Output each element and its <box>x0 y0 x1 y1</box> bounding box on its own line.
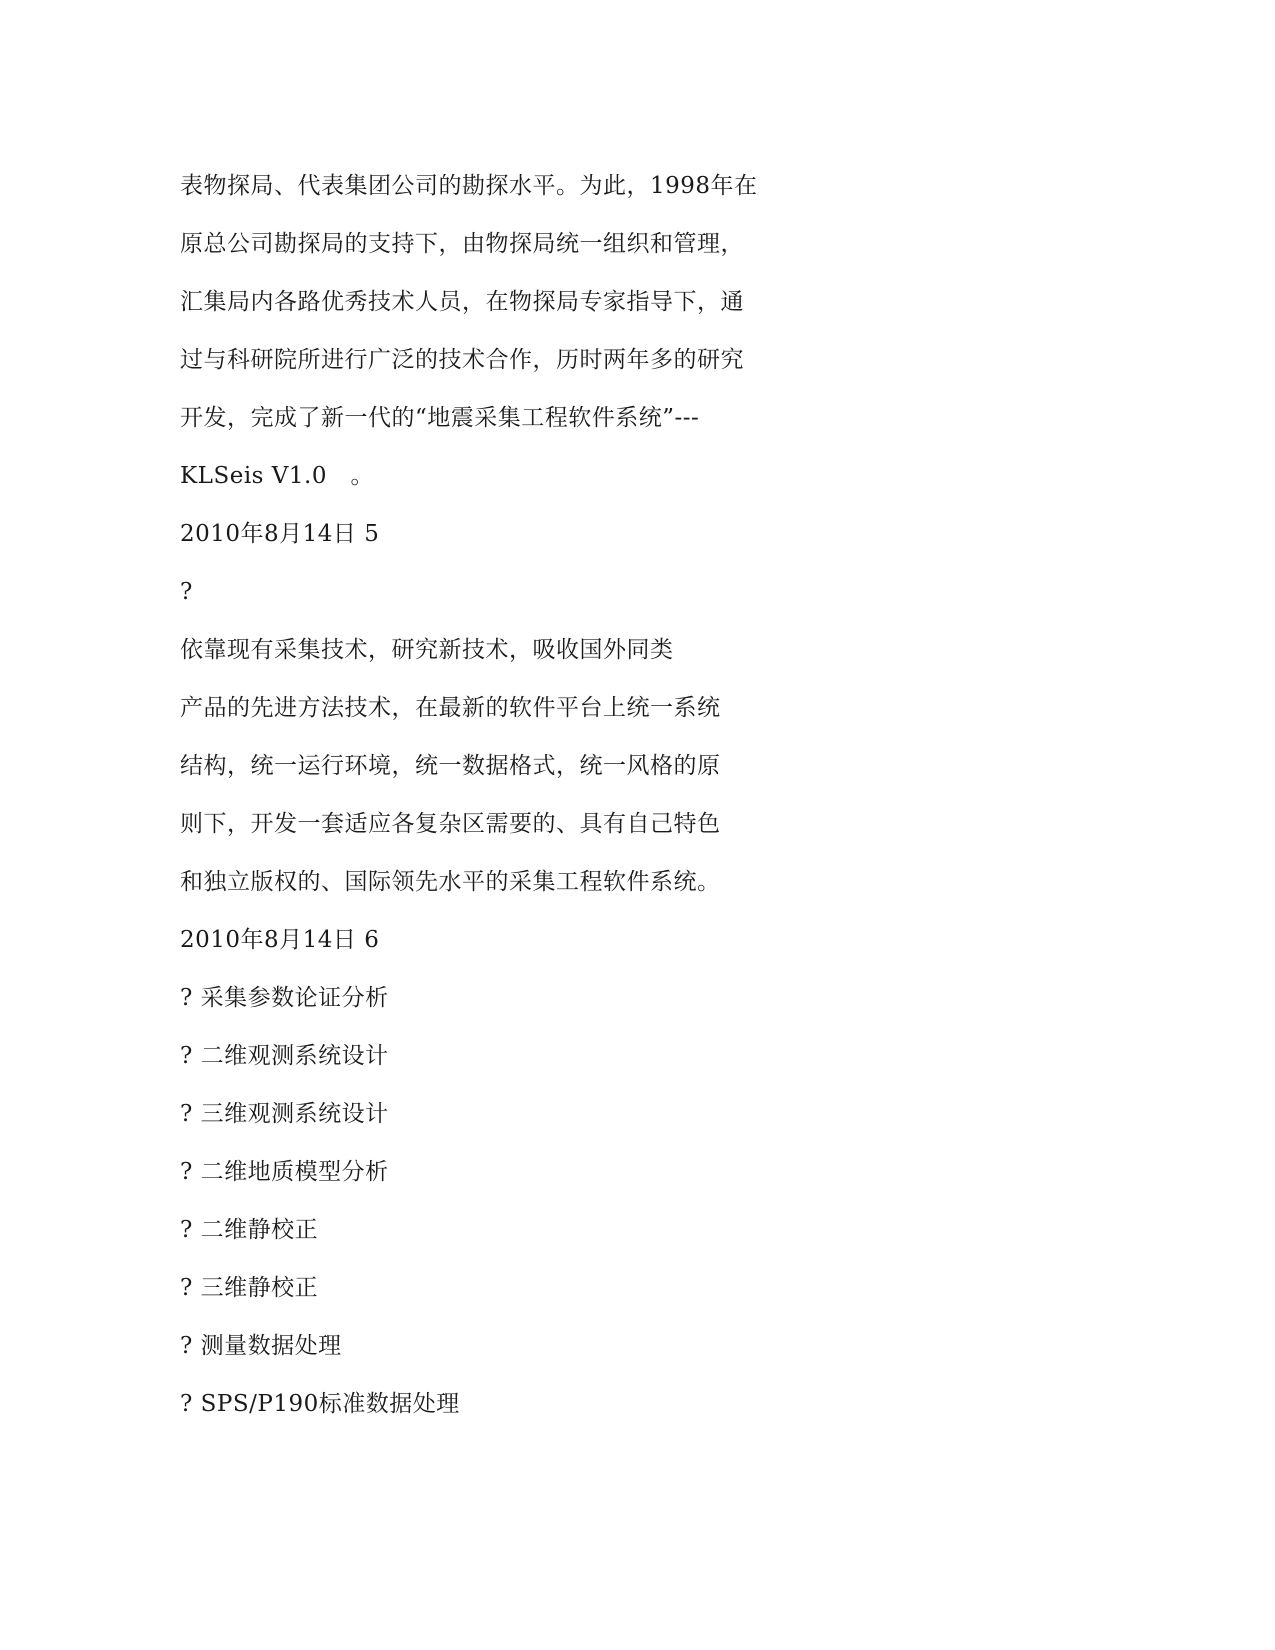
page-stamp: 2010年8月14日 6 <box>180 927 380 953</box>
intro-line: 开发，完成了新一代的“地震采集工程软件系统”--- <box>180 405 700 431</box>
module-list-item: ? SPS/P190标准数据处理 <box>180 1391 460 1417</box>
intro-line: 过与科研院所进行广泛的技术合作，历时两年多的研究 <box>180 347 744 373</box>
module-list-item: ? 三维静校正 <box>180 1275 319 1301</box>
intro-line: KLSeis V1.0 。 <box>180 463 374 489</box>
module-list-item: ? 采集参数论证分析 <box>180 985 389 1011</box>
page-stamp: 2010年8月14日 5 <box>180 521 380 547</box>
goal-line: 依靠现有采集技术，研究新技术，吸收国外同类 <box>180 637 674 663</box>
module-list-item: ? 测量数据处理 <box>180 1333 342 1359</box>
bullet-marker: ? <box>180 579 193 605</box>
module-list-item: ? 二维地质模型分析 <box>180 1159 389 1185</box>
goal-line: 则下，开发一套适应各复杂区需要的、具有自己特色 <box>180 811 721 837</box>
goal-line: 和独立版权的、国际领先水平的采集工程软件系统。 <box>180 869 721 895</box>
module-list-item: ? 三维观测系统设计 <box>180 1101 389 1127</box>
module-list-item: ? 二维静校正 <box>180 1217 319 1243</box>
intro-line: 原总公司勘探局的支持下，由物探局统一组织和管理， <box>180 231 744 257</box>
intro-line: 汇集局内各路优秀技术人员，在物探局专家指导下，通 <box>180 289 744 315</box>
intro-line: 表物探局、代表集团公司的勘探水平。为此，1998年在 <box>180 173 758 199</box>
goal-line: 产品的先进方法技术，在最新的软件平台上统一系统 <box>180 695 721 721</box>
module-list-item: ? 二维观测系统设计 <box>180 1043 389 1069</box>
goal-line: 结构，统一运行环境，统一数据格式，统一风格的原 <box>180 753 721 779</box>
